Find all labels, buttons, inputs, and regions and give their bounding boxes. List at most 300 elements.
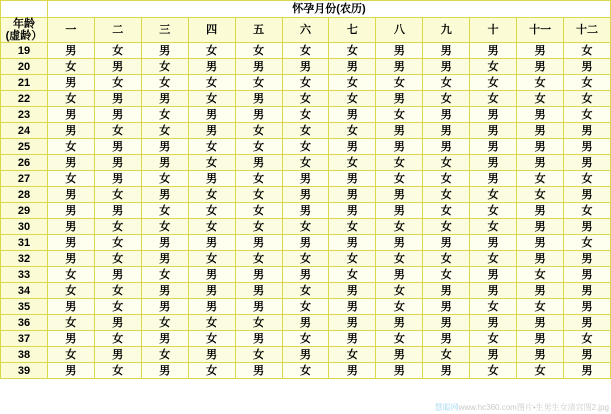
gender-cell: 男: [188, 283, 235, 299]
gender-cell: 女: [564, 107, 611, 123]
gender-cell: 男: [235, 107, 282, 123]
gender-cell: 男: [470, 283, 517, 299]
gender-cell: 女: [376, 171, 423, 187]
gender-cell: 女: [376, 331, 423, 347]
gender-cell: 男: [470, 315, 517, 331]
gender-cell: 女: [94, 187, 141, 203]
gender-cell: 女: [423, 171, 470, 187]
gender-cell: 男: [470, 155, 517, 171]
gender-cell: 男: [517, 331, 564, 347]
gender-cell: 男: [564, 123, 611, 139]
gender-cell: 男: [376, 363, 423, 379]
gender-cell: 男: [47, 75, 94, 91]
gender-cell: 男: [94, 267, 141, 283]
table-row: [1, 187, 611, 203]
gender-cell: 男: [94, 171, 141, 187]
gender-cell: 男: [141, 299, 188, 315]
gender-cell: 女: [564, 331, 611, 347]
gender-cell: 男: [188, 267, 235, 283]
gender-cell: 女: [564, 235, 611, 251]
gender-cell: 女: [329, 75, 376, 91]
month-header-12: 十二: [564, 18, 611, 43]
gender-cell: 女: [141, 107, 188, 123]
gender-cell: 男: [47, 331, 94, 347]
gender-cell: 女: [235, 219, 282, 235]
gender-cell: 女: [329, 43, 376, 59]
row-age: 35: [1, 299, 48, 315]
gender-cell: 女: [47, 283, 94, 299]
row-age: 22: [1, 91, 48, 107]
gender-cell: 男: [329, 331, 376, 347]
gender-cell: 男: [47, 187, 94, 203]
gender-cell: 男: [235, 235, 282, 251]
gender-cell: 男: [235, 363, 282, 379]
gender-cell: 男: [47, 107, 94, 123]
gender-cell: 女: [94, 251, 141, 267]
gender-cell: 男: [517, 59, 564, 75]
gender-cell: 女: [141, 59, 188, 75]
gender-cell: 男: [94, 59, 141, 75]
gender-cell: 女: [47, 139, 94, 155]
gender-cell: 女: [235, 43, 282, 59]
month-header-9: 九: [423, 18, 470, 43]
gender-cell: 女: [188, 139, 235, 155]
gender-cell: 男: [564, 219, 611, 235]
gender-cell: 女: [94, 363, 141, 379]
gender-cell: 男: [47, 235, 94, 251]
gender-cell: 男: [376, 235, 423, 251]
gender-cell: 女: [141, 315, 188, 331]
gender-cell: 女: [94, 235, 141, 251]
gender-cell: 男: [376, 43, 423, 59]
table-row: [1, 203, 611, 219]
gender-cell: 女: [376, 283, 423, 299]
gender-cell: 男: [282, 171, 329, 187]
gender-cell: 男: [564, 139, 611, 155]
gender-cell: 男: [141, 283, 188, 299]
gender-cell: 女: [517, 299, 564, 315]
gender-cell: 女: [235, 75, 282, 91]
row-age: 39: [1, 363, 48, 379]
gender-cell: 女: [282, 43, 329, 59]
gender-cell: 女: [47, 91, 94, 107]
gender-cell: 女: [47, 315, 94, 331]
gender-cell: 男: [517, 283, 564, 299]
watermark-url: www.hc360.com图片•生男生女清宫图2.jpg: [458, 403, 609, 412]
gender-cell: 女: [282, 123, 329, 139]
gender-cell: 男: [470, 235, 517, 251]
gender-cell: 男: [47, 123, 94, 139]
row-age: 30: [1, 219, 48, 235]
gender-cell: 男: [376, 123, 423, 139]
gender-cell: 女: [235, 123, 282, 139]
gender-cell: 女: [235, 203, 282, 219]
gender-cell: 男: [282, 267, 329, 283]
gender-cell: 男: [329, 299, 376, 315]
gender-cell: 女: [141, 347, 188, 363]
gender-cell: 女: [235, 139, 282, 155]
row-age: 38: [1, 347, 48, 363]
gender-cell: 女: [564, 91, 611, 107]
gender-cell: 女: [282, 331, 329, 347]
gender-cell: 女: [235, 315, 282, 331]
gender-cell: 女: [376, 299, 423, 315]
gender-cell: 女: [470, 75, 517, 91]
gender-cell: 男: [470, 107, 517, 123]
gender-cell: 男: [235, 155, 282, 171]
gender-cell: 女: [376, 107, 423, 123]
gender-cell: 女: [470, 219, 517, 235]
gender-cell: 女: [470, 331, 517, 347]
gender-cell: 男: [329, 139, 376, 155]
gender-cell: 男: [423, 283, 470, 299]
page-title: 怀孕月份(农历): [47, 1, 610, 18]
gender-cell: 女: [188, 363, 235, 379]
table-head: [1, 1, 611, 43]
gender-cell: 女: [329, 91, 376, 107]
gender-cell: 男: [282, 203, 329, 219]
gender-cell: 女: [517, 187, 564, 203]
row-age: 33: [1, 267, 48, 283]
month-header-11: 十一: [517, 18, 564, 43]
gender-cell: 女: [423, 347, 470, 363]
gender-cell: 男: [94, 203, 141, 219]
gender-cell: 男: [564, 347, 611, 363]
gender-cell: 男: [188, 123, 235, 139]
gender-cell: 男: [423, 59, 470, 75]
gender-cell: 女: [188, 43, 235, 59]
table-row: [1, 91, 611, 107]
gender-cell: 男: [564, 155, 611, 171]
gender-cell: 男: [141, 139, 188, 155]
gender-cell: 女: [329, 251, 376, 267]
row-age: 25: [1, 139, 48, 155]
gender-cell: 男: [141, 43, 188, 59]
gender-cell: 男: [282, 315, 329, 331]
month-header-4: 四: [188, 18, 235, 43]
gender-cell: 男: [188, 171, 235, 187]
gender-cell: 男: [423, 331, 470, 347]
gender-cell: 男: [141, 155, 188, 171]
gender-cell: 女: [188, 155, 235, 171]
table-row: [1, 219, 611, 235]
gender-cell: 女: [94, 299, 141, 315]
gender-cell: 女: [141, 75, 188, 91]
gender-cell: 女: [282, 139, 329, 155]
gender-cell: 女: [94, 123, 141, 139]
gender-cell: 男: [47, 299, 94, 315]
row-age: 26: [1, 155, 48, 171]
gender-cell: 女: [47, 59, 94, 75]
gender-cell: 男: [423, 139, 470, 155]
gender-cell: 男: [329, 235, 376, 251]
table-row: [1, 235, 611, 251]
gender-cell: 男: [423, 235, 470, 251]
row-age: 21: [1, 75, 48, 91]
gender-cell: 男: [141, 331, 188, 347]
gender-cell: 男: [188, 107, 235, 123]
row-age: 37: [1, 331, 48, 347]
gender-cell: 男: [47, 219, 94, 235]
gender-cell: 女: [470, 299, 517, 315]
gender-cell: 男: [423, 315, 470, 331]
gender-cell: 女: [235, 347, 282, 363]
gender-cell: 男: [329, 203, 376, 219]
gender-cell: 男: [517, 315, 564, 331]
gender-cell: 男: [282, 59, 329, 75]
gender-cell: 男: [235, 331, 282, 347]
gender-cell: 女: [94, 331, 141, 347]
table-row: [1, 139, 611, 155]
gender-cell: 男: [188, 235, 235, 251]
gender-cell: 男: [329, 59, 376, 75]
gender-cell: 男: [329, 315, 376, 331]
table-row: [1, 43, 611, 59]
gender-cell: 女: [47, 267, 94, 283]
watermark-brand: 慧聪网: [434, 403, 459, 412]
gender-cell: 男: [235, 299, 282, 315]
gender-cell: 女: [94, 219, 141, 235]
gender-cell: 女: [423, 91, 470, 107]
table-row: [1, 171, 611, 187]
gender-cell: 男: [141, 187, 188, 203]
gender-cell: 女: [188, 219, 235, 235]
gender-cell: 女: [470, 59, 517, 75]
gender-cell: 男: [141, 251, 188, 267]
gender-cell: 男: [470, 139, 517, 155]
row-age: 23: [1, 107, 48, 123]
gender-cell: 男: [517, 155, 564, 171]
gender-cell: 男: [47, 251, 94, 267]
gender-cell: 男: [282, 187, 329, 203]
gender-cell: 女: [188, 203, 235, 219]
gender-cell: 女: [376, 219, 423, 235]
gender-cell: 女: [282, 299, 329, 315]
gender-cell: 女: [517, 75, 564, 91]
gender-cell: 男: [94, 315, 141, 331]
gender-cell: 男: [94, 91, 141, 107]
gender-cell: 女: [564, 75, 611, 91]
gender-cell: 女: [517, 267, 564, 283]
gender-cell: 女: [564, 203, 611, 219]
month-header-6: 六: [282, 18, 329, 43]
gender-cell: 女: [188, 91, 235, 107]
gender-cell: 女: [188, 75, 235, 91]
gender-cell: 女: [423, 155, 470, 171]
row-age: 28: [1, 187, 48, 203]
month-header-8: 八: [376, 18, 423, 43]
gender-cell: 女: [141, 267, 188, 283]
gender-cell: 男: [329, 283, 376, 299]
gender-cell: 女: [517, 363, 564, 379]
gender-cell: 女: [423, 203, 470, 219]
age-header-line2: (虚龄）: [5, 30, 43, 42]
table-row: [1, 299, 611, 315]
gender-cell: 男: [423, 363, 470, 379]
table-row: [1, 155, 611, 171]
gender-cell: 女: [564, 171, 611, 187]
gender-cell: 女: [282, 251, 329, 267]
gender-cell: 女: [470, 251, 517, 267]
gender-cell: 女: [423, 251, 470, 267]
gender-cell: 男: [470, 267, 517, 283]
gender-cell: 男: [517, 235, 564, 251]
gender-cell: 女: [188, 315, 235, 331]
gender-cell: 男: [470, 347, 517, 363]
row-age: 19: [1, 43, 48, 59]
gender-cell: 男: [423, 43, 470, 59]
gender-cell: 女: [282, 363, 329, 379]
table-row: [1, 251, 611, 267]
gender-cell: 男: [564, 251, 611, 267]
gender-cell: 男: [423, 107, 470, 123]
gender-cell: 女: [282, 219, 329, 235]
gender-cell: 男: [329, 187, 376, 203]
row-age: 20: [1, 59, 48, 75]
gender-cell: 男: [376, 139, 423, 155]
gender-cell: 男: [94, 347, 141, 363]
table-row: [1, 59, 611, 75]
gender-cell: 女: [423, 267, 470, 283]
gender-cell: 男: [470, 43, 517, 59]
gender-cell: 女: [141, 123, 188, 139]
gender-cell: 男: [564, 283, 611, 299]
gender-cell: 男: [470, 171, 517, 187]
gender-cell: 男: [517, 43, 564, 59]
gender-cell: 女: [376, 75, 423, 91]
gender-cell: 男: [376, 347, 423, 363]
gender-cell: 女: [94, 283, 141, 299]
gender-cell: 男: [94, 107, 141, 123]
gender-cell: 男: [517, 107, 564, 123]
gender-cell: 男: [423, 299, 470, 315]
table-row: [1, 363, 611, 379]
title-row-spacer: [1, 1, 48, 18]
gender-cell: 男: [564, 267, 611, 283]
gender-cell: 女: [282, 91, 329, 107]
gender-cell: 男: [235, 283, 282, 299]
table-row: [1, 123, 611, 139]
table-row: [1, 283, 611, 299]
gender-cell: 男: [376, 59, 423, 75]
watermark: [435, 402, 609, 413]
table-row: [1, 315, 611, 331]
gender-cell: 男: [376, 267, 423, 283]
gender-cell: 女: [423, 219, 470, 235]
gender-cell: 女: [376, 251, 423, 267]
row-age: 29: [1, 203, 48, 219]
age-header-line1: 年龄: [12, 18, 35, 30]
gender-cell: 男: [235, 267, 282, 283]
gender-cell: 女: [141, 171, 188, 187]
gender-cell: 男: [376, 203, 423, 219]
gender-cell: 男: [517, 139, 564, 155]
gender-cell: 男: [47, 155, 94, 171]
title-row: [1, 1, 611, 18]
month-header-10: 十: [470, 18, 517, 43]
gender-cell: 男: [564, 59, 611, 75]
gender-cell: 女: [282, 155, 329, 171]
gender-cell: 男: [564, 315, 611, 331]
gender-cell: 男: [188, 347, 235, 363]
gender-cell: 男: [188, 59, 235, 75]
gender-cell: 女: [94, 75, 141, 91]
table-row: [1, 331, 611, 347]
gender-cell: 男: [47, 363, 94, 379]
gender-cell: 男: [517, 219, 564, 235]
gender-cell: 女: [47, 171, 94, 187]
gender-cell: 女: [282, 283, 329, 299]
gender-cell: 女: [470, 363, 517, 379]
age-header: [1, 18, 48, 43]
gender-cell: 女: [470, 187, 517, 203]
table-row: [1, 75, 611, 91]
gender-cell: 男: [47, 43, 94, 59]
row-age: 24: [1, 123, 48, 139]
gender-cell: 女: [329, 347, 376, 363]
gender-cell: 女: [282, 107, 329, 123]
month-header-7: 七: [329, 18, 376, 43]
gender-cell: 女: [329, 267, 376, 283]
gender-cell: 女: [47, 347, 94, 363]
month-header-3: 三: [141, 18, 188, 43]
gender-cell: 男: [235, 91, 282, 107]
gender-cell: 男: [94, 139, 141, 155]
gender-cell: 男: [141, 363, 188, 379]
gender-cell: 女: [470, 203, 517, 219]
gender-cell: 男: [47, 203, 94, 219]
gender-cell: 男: [564, 299, 611, 315]
gender-cell: 男: [376, 187, 423, 203]
gender-cell: 男: [517, 347, 564, 363]
gender-cell: 女: [94, 43, 141, 59]
gender-cell: 男: [517, 203, 564, 219]
gender-cell: 女: [188, 331, 235, 347]
table-row: [1, 347, 611, 363]
gender-cell: 女: [423, 75, 470, 91]
gender-cell: 女: [423, 187, 470, 203]
gender-cell: 女: [235, 251, 282, 267]
table-body: [1, 43, 611, 379]
gender-cell: 男: [282, 347, 329, 363]
gender-cell: 女: [235, 187, 282, 203]
row-age: 31: [1, 235, 48, 251]
row-age: 32: [1, 251, 48, 267]
gender-cell: 女: [470, 91, 517, 107]
gender-cell: 女: [235, 171, 282, 187]
gender-cell: 女: [141, 203, 188, 219]
gender-cell: 男: [141, 235, 188, 251]
header-row: [1, 18, 611, 43]
gender-cell: 男: [376, 315, 423, 331]
gender-cell: 女: [188, 187, 235, 203]
table-row: [1, 267, 611, 283]
gender-cell: 女: [141, 219, 188, 235]
gender-cell: 男: [423, 123, 470, 139]
gender-cell: 男: [564, 187, 611, 203]
row-age: 36: [1, 315, 48, 331]
row-age: 34: [1, 283, 48, 299]
gender-cell: 女: [329, 155, 376, 171]
gender-cell: 男: [329, 107, 376, 123]
gender-cell: 女: [376, 155, 423, 171]
gender-cell: 男: [329, 171, 376, 187]
gender-cell: 男: [329, 363, 376, 379]
gender-cell: 男: [517, 251, 564, 267]
gender-cell: 男: [141, 91, 188, 107]
table-row: [1, 107, 611, 123]
gender-cell: 女: [517, 171, 564, 187]
